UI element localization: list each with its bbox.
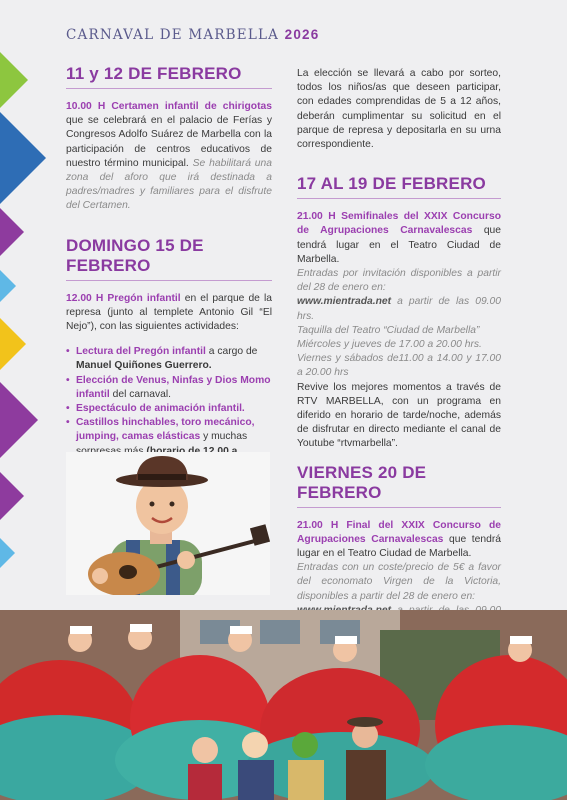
header-title: CARNAVAL DE MARBELLA xyxy=(66,27,280,43)
intro-paragraph: La elección se llevará a cabo por sorteo, todos los niños/as que deseen participar, con edades comprendidas de 5 a 12 años, deberán cumplimentar su solicitud en el parque de represa y depositarla en su urna correspondiente. xyxy=(297,68,501,151)
event-text: que tendrá lugar en el Teatro Ciudad de Marbella. xyxy=(297,533,501,560)
tickets-info: Entradas con un coste/precio de 5€ a favor del economato Virgen de la Victoria, disponibles a partir del 28 de enero en: xyxy=(297,562,501,602)
event-paragraph xyxy=(66,292,272,335)
decor-triangle-lightblue-small xyxy=(0,538,15,568)
tickets-info: Entradas por invitación disponibles a partir del 28 de enero en: xyxy=(297,268,501,294)
header-year: 2026 xyxy=(284,27,320,42)
event-paragraph xyxy=(297,210,501,267)
ticket-link[interactable]: www.mientrada.net xyxy=(297,296,392,308)
carnival-parade-photo xyxy=(0,610,567,800)
box-office: Taquilla del Teatro “Ciudad de Marbella” xyxy=(297,324,480,336)
list-item: • Castillos hinchables, toro mecánico, jumping, camas elásticas y muchas xyxy=(66,416,272,473)
decor-triangle-purple-small xyxy=(0,472,24,520)
right-column xyxy=(297,67,501,689)
hours-weekend: Viernes y sábados de11.00 a 14.00 y 17.00 a 20.00 hrs xyxy=(297,353,501,379)
list-item: • Lectura del Pregón infantil a cargo de Manuel Quiñones Guerrero. xyxy=(66,345,272,373)
event-time: 21.00 H xyxy=(297,519,339,531)
list-item: • Elección de Venus, Ninfas y Dios Momo infantil del carnaval. xyxy=(66,374,272,402)
decor-triangle-purple xyxy=(0,208,24,256)
decor-triangle-lightblue xyxy=(0,270,16,302)
event-text: que tendrá lugar en el Teatro Ciudad de Marbella. xyxy=(297,225,501,265)
event-time: 21.00 H xyxy=(297,211,336,223)
section-heading: 11 y 12 DE FEBRERO xyxy=(66,64,272,89)
left-column xyxy=(66,64,272,473)
event-title: Final del XXIX Concurso de Agrupaciones Carnavalescas xyxy=(297,519,501,545)
event-title: Pregón infantil xyxy=(107,292,181,304)
decor-triangle-yellow xyxy=(0,318,26,370)
section-heading: VIERNES 20 DE FEBRERO xyxy=(297,463,501,508)
event-text: en el parque de la represa (junto al templete Antonio Gil “El Nejo”), con las siguientes actividades: xyxy=(66,292,272,333)
decor-triangle-green xyxy=(0,52,28,108)
web-line: www.mientrada.net a partir de las 09.00 hrs. xyxy=(297,296,501,322)
boy-guitar-photo xyxy=(66,452,270,595)
section-heading: 17 AL 19 DE FEBRERO xyxy=(297,174,501,199)
page-header xyxy=(66,27,319,43)
hours-weekday: Miércoles y jueves de 17.00 a 20.00 hrs. xyxy=(297,339,482,351)
event-paragraph xyxy=(297,519,501,562)
broadcast-paragraph: Revive los mejores momentos a través de RTV MARBELLA, con un programa en diferido en horario de tarde/noche, además de disfrutar en directo mediante el canal de Youtube “rtvmarbella”. xyxy=(297,381,501,450)
decor-triangle-purple-large xyxy=(0,382,38,458)
event-paragraph xyxy=(66,100,272,214)
event-title: Semifinales del XXIX Concurso de Agrupaciones Carnavalescas xyxy=(297,211,501,237)
event-time: 12.00 H xyxy=(66,292,104,304)
decor-triangle-blue xyxy=(0,112,46,204)
list-item: • Espectáculo de animación infantil. xyxy=(66,402,272,416)
event-title: Certamen infantil de chirigotas xyxy=(111,101,272,112)
event-text: que se celebrará en el palacio de Ferías y Congresos Adolfo Suárez de Marbella con la participación de centros educativos de nuestro término municipal. xyxy=(66,115,272,169)
event-note: Se habilitará una zona del aforo que irá destinada a padres/madres y familiares para el disfrute del Certamen. xyxy=(66,157,272,212)
event-time: 10.00 H xyxy=(66,101,106,112)
section-heading: DOMINGO 15 DE FEBRERO xyxy=(66,236,272,281)
